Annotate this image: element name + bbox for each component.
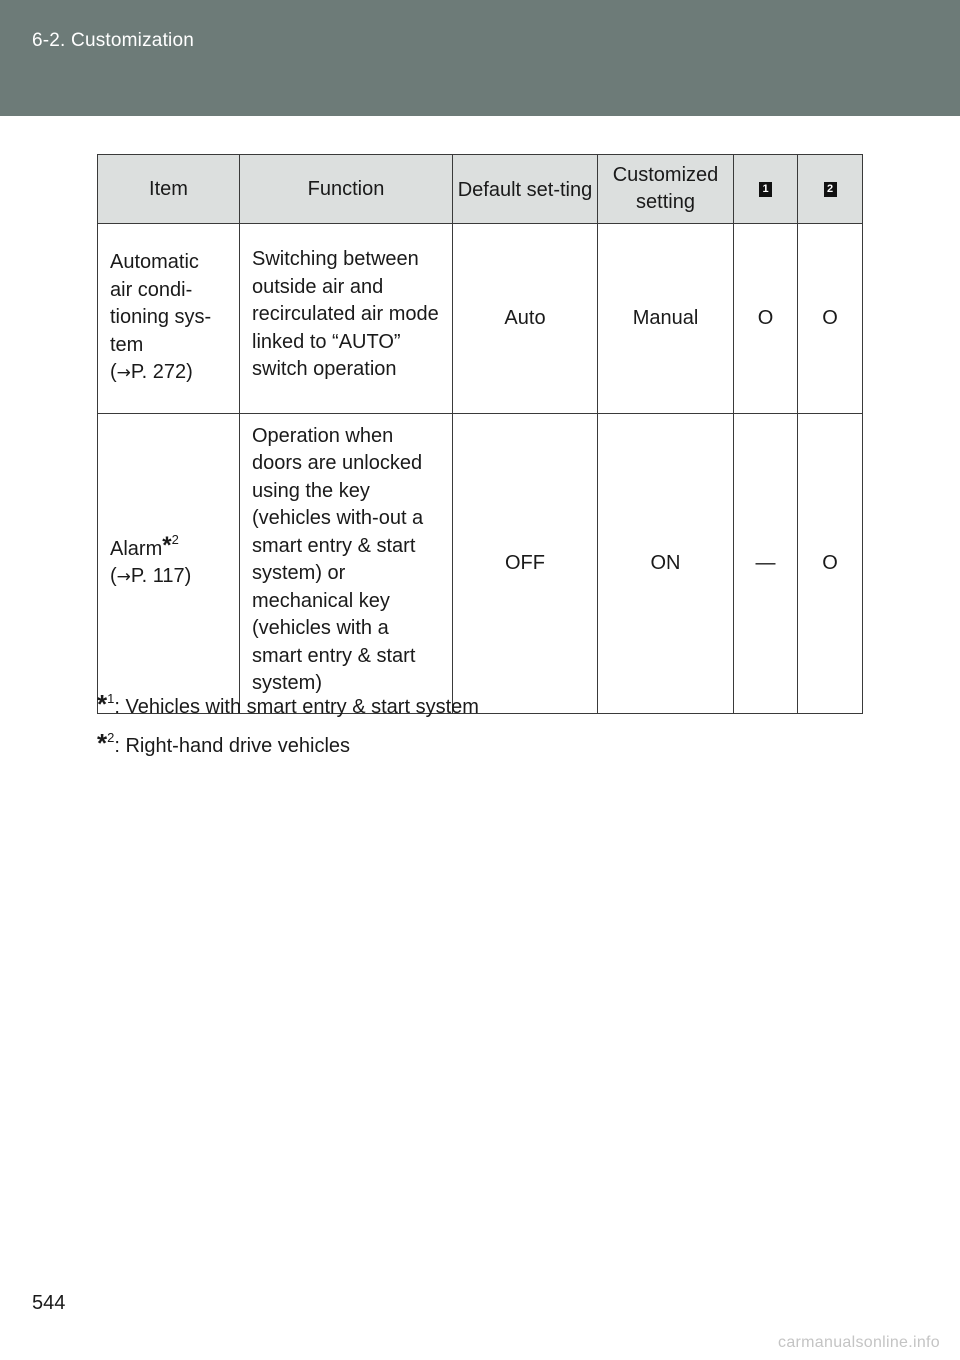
- footnote-ref: 2: [171, 531, 179, 547]
- page-reference: (→P. 117): [110, 565, 192, 587]
- item-cell: [98, 414, 240, 714]
- vehicle-type-1-cell: O: [734, 224, 798, 414]
- customized-setting-cell: ON: [598, 414, 734, 714]
- column-header-item: Item: [98, 155, 240, 224]
- default-setting-cell: Auto: [453, 224, 598, 414]
- asterisk-icon: *: [162, 531, 172, 559]
- asterisk-icon: *: [97, 728, 108, 758]
- item-name: Alarm: [110, 537, 163, 560]
- column-header-function: Function: [240, 155, 453, 224]
- arrow-right-icon: →: [116, 363, 131, 384]
- footnote-number: 1: [107, 691, 115, 706]
- footnote: [97, 728, 479, 772]
- vehicle-type-2-cell: O: [798, 414, 863, 714]
- column-header-vehicle-type-2: [798, 155, 863, 224]
- page-number: 544: [32, 1292, 66, 1314]
- vehicle-type-1-cell: —: [734, 414, 798, 714]
- column-header-default-setting: Default set-ting: [453, 155, 598, 224]
- page-reference-text: P. 272): [130, 361, 193, 384]
- footnote-text: : Vehicles with smart entry & start system: [114, 696, 479, 718]
- table-row: [98, 224, 863, 414]
- page-header: [0, 0, 960, 116]
- vehicle-type-2-cell: O: [798, 224, 863, 414]
- footnotes: [97, 689, 479, 772]
- table-header-row: [98, 155, 863, 224]
- item-name-line: Automatic: [110, 251, 199, 274]
- footnote-number: 2: [107, 730, 115, 745]
- function-cell: Switching between outside air and recirculated air mode linked to “AUTO” switch operation: [240, 224, 453, 414]
- vehicle-type-1-badge: 1: [759, 182, 772, 197]
- item-name-line: [110, 531, 231, 564]
- section-title: 6-2. Customization: [32, 30, 195, 51]
- item-name-line: tioning sys-: [110, 306, 212, 329]
- item-cell: [98, 224, 240, 414]
- watermark: carmanualsonline.info: [778, 1334, 940, 1351]
- arrow-right-icon: →: [116, 567, 131, 587]
- vehicle-type-2-badge: 2: [824, 182, 837, 197]
- column-header-customized-setting: Customized setting: [598, 155, 734, 224]
- page-reference: (→P. 272): [110, 361, 193, 384]
- table-row: [98, 414, 863, 714]
- footnote-text: : Right-hand drive vehicles: [114, 735, 351, 757]
- default-setting-cell: OFF: [453, 414, 598, 714]
- item-name-line: tem: [110, 333, 144, 356]
- customization-table: [97, 154, 863, 714]
- customized-setting-cell: Manual: [598, 224, 734, 414]
- column-header-vehicle-type-1: [734, 155, 798, 224]
- footnote: [97, 689, 479, 733]
- page-reference-text: P. 117): [130, 565, 192, 587]
- function-cell: Operation when doors are unlocked using the key (vehicles with-out a smart entry & start system) or mechanical key (vehicles with a smart entry & start system): [240, 414, 453, 714]
- asterisk-icon: *: [97, 689, 108, 719]
- item-name-line: air condi-: [110, 278, 193, 301]
